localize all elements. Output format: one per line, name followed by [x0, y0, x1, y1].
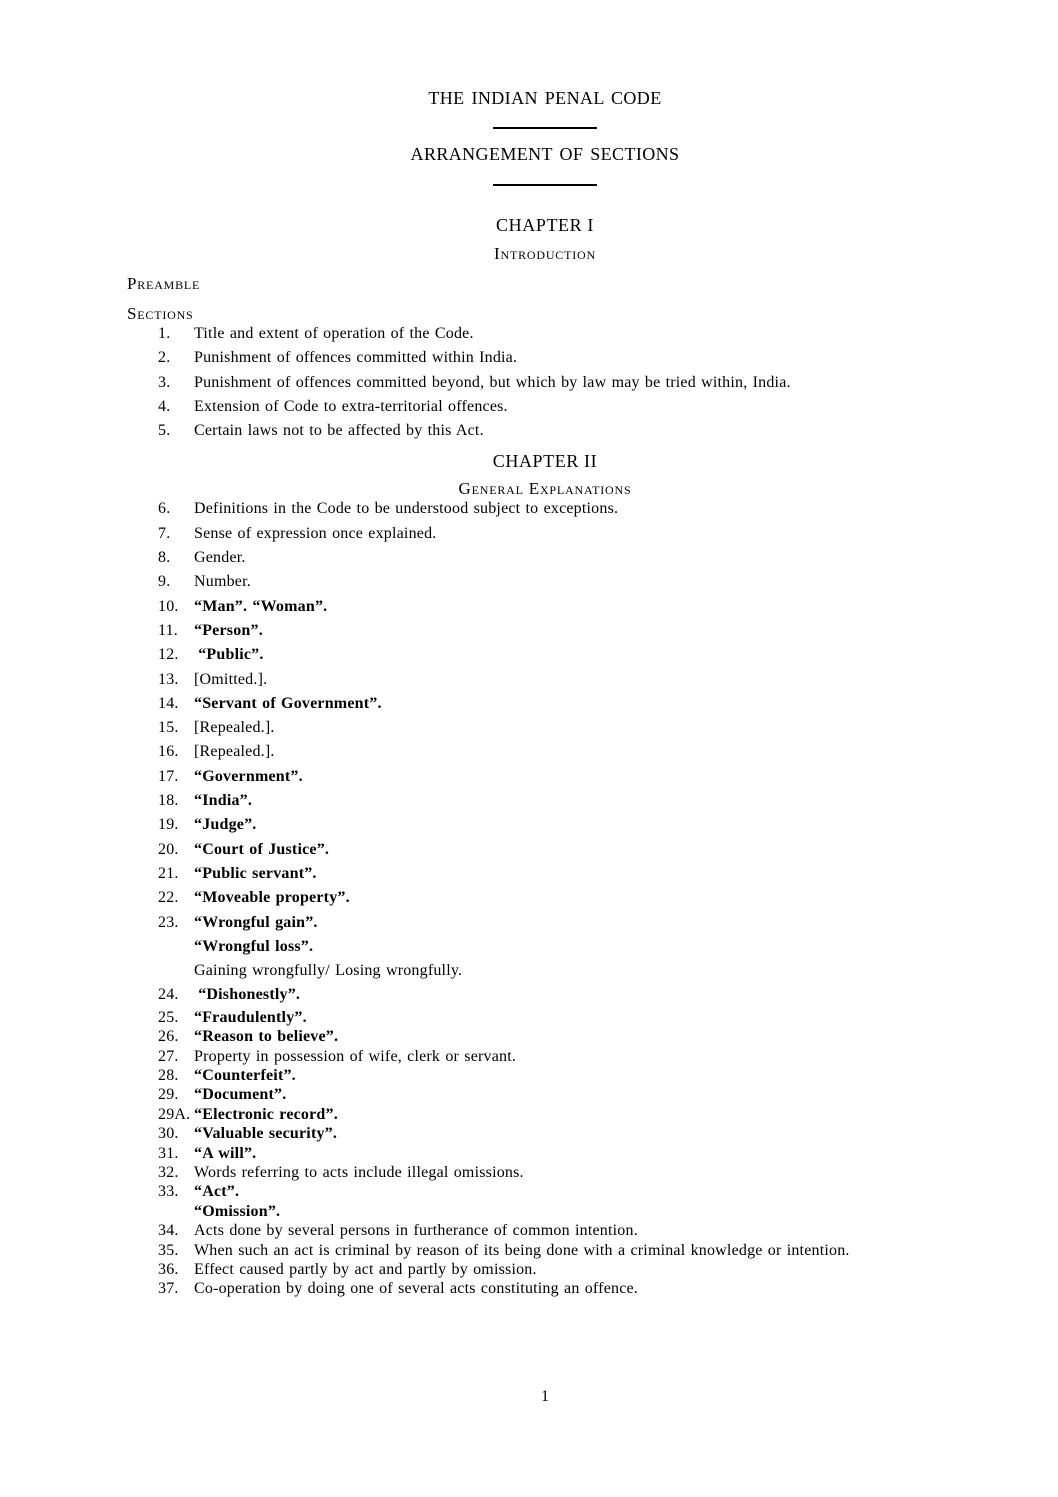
section-text: “Person”. [194, 621, 263, 639]
section-text: “Dishonestly”. [194, 986, 301, 1004]
section-item [0, 1027, 1058, 1046]
section-number: 14. [158, 694, 179, 712]
section-number: 4. [158, 397, 171, 415]
section-text: “Man”. “Woman”. [194, 597, 328, 615]
section-number: 24. [158, 986, 179, 1004]
section-item [0, 886, 1058, 910]
section-item [0, 1105, 1058, 1124]
section-number: 13. [158, 670, 179, 688]
section-item [0, 911, 1058, 935]
section-text: Co-operation by doing one of several acts constituting an offence. [194, 1280, 639, 1298]
section-number: 33. [158, 1183, 179, 1201]
section-item [0, 1047, 1058, 1066]
section-number: 17. [158, 767, 179, 785]
section-item [0, 716, 1058, 740]
section-number: 21. [158, 864, 179, 882]
section-number: 2. [158, 349, 171, 367]
section-text: [Repealed.]. [194, 719, 275, 737]
section-item [0, 983, 1058, 1007]
section-number: 18. [158, 792, 179, 810]
section-text: “Public servant”. [194, 864, 317, 882]
section-text: “Wrongful loss”. [194, 937, 314, 955]
section-number: 3. [158, 373, 171, 391]
section-text: Title and extent of operation of the Code. [194, 325, 474, 342]
section-item [0, 959, 1058, 983]
section-item [0, 595, 1058, 619]
section-text: “Court of Justice”. [194, 840, 330, 858]
section-text: “Judge”. [194, 816, 257, 834]
section-text: “Reason to believe”. [194, 1028, 339, 1046]
section-item [0, 570, 1058, 594]
section-item [0, 643, 1058, 667]
section-text: “Servant of Government”. [194, 694, 382, 712]
section-item [0, 1182, 1058, 1201]
section-text: Gender. [194, 549, 246, 567]
section-number: 36. [158, 1261, 179, 1278]
section-text: “Public”. [194, 646, 264, 664]
section-text: “Act”. [194, 1183, 240, 1201]
section-number: 20. [158, 840, 179, 858]
chapter-1-heading: CHAPTER I [496, 215, 594, 235]
section-text: “Omission”. [194, 1202, 281, 1220]
section-text: Sense of expression once explained. [194, 524, 437, 542]
section-text: “Moveable property”. [194, 889, 350, 907]
chapter-1-section-list [0, 322, 1058, 443]
section-item [0, 1260, 1058, 1279]
section-number: 23. [158, 913, 179, 931]
section-item [0, 1279, 1058, 1298]
section-item [0, 1202, 1058, 1221]
section-item [0, 668, 1058, 692]
section-item [0, 935, 1058, 959]
section-number: 16. [158, 743, 179, 761]
section-item [0, 346, 1058, 370]
section-number: 11. [158, 621, 179, 639]
section-number: 34. [158, 1222, 179, 1240]
section-number: 9. [158, 573, 171, 591]
section-item [0, 497, 1058, 521]
section-item [0, 419, 1058, 443]
section-number: 35. [158, 1241, 179, 1259]
document-subtitle: ARRANGEMENT OF SECTIONS [410, 144, 680, 164]
section-item [0, 692, 1058, 716]
section-number: 19. [158, 816, 179, 834]
section-text: Punishment of offences committed within India. [194, 349, 518, 367]
section-text: Certain laws not to be affected by this Act. [194, 422, 484, 440]
section-item [0, 765, 1058, 789]
section-number: 30. [158, 1125, 179, 1143]
section-number: 29A. [158, 1105, 191, 1123]
section-text: Gaining wrongfully/ Losing wrongfully. [194, 962, 463, 980]
section-text: “Counterfeit”. [194, 1066, 296, 1084]
section-number: 22. [158, 889, 179, 907]
section-number: 10. [158, 597, 179, 615]
page-number: 1 [541, 1388, 549, 1405]
section-item [0, 1085, 1058, 1104]
section-text: [Repealed.]. [194, 743, 275, 761]
divider-rule-top [493, 127, 597, 129]
section-item [0, 371, 1058, 395]
section-text: [Omitted.]. [194, 670, 268, 688]
section-number: 32. [158, 1163, 179, 1181]
sections-label: Sections [127, 304, 194, 323]
divider-rule-bottom [493, 184, 597, 186]
section-number: 12. [158, 646, 179, 664]
section-item [0, 1144, 1058, 1163]
section-item [0, 395, 1058, 419]
section-number: 15. [158, 719, 179, 737]
section-text: “Electronic record”. [194, 1105, 338, 1123]
section-item [0, 1066, 1058, 1085]
section-item [0, 838, 1058, 862]
section-text: “Government”. [194, 767, 303, 785]
section-text: “Valuable security”. [194, 1125, 338, 1143]
section-item [0, 522, 1058, 546]
section-item [0, 1163, 1058, 1182]
section-number: 8. [158, 549, 171, 567]
section-item [0, 813, 1058, 837]
section-text: “Wrongful gain”. [194, 913, 318, 931]
section-number: 37. [158, 1280, 179, 1298]
section-text: Punishment of offences committed beyond, but which by law may be tried within, India. [194, 373, 791, 391]
section-text: Acts done by several persons in furtherance of common intention. [194, 1222, 638, 1240]
section-text: “India”. [194, 792, 253, 810]
section-text: “A will”. [194, 1144, 257, 1162]
section-text: When such an act is criminal by reason of its being done with a criminal knowledge or intention. [194, 1241, 850, 1259]
section-item [0, 1008, 1058, 1027]
preamble-label: Preamble [127, 274, 201, 293]
section-text: Definitions in the Code to be understood subject to exceptions. [194, 500, 619, 518]
chapter-2-subheading: General Explanations [458, 479, 632, 499]
section-number: 6. [158, 500, 171, 518]
section-number: 1. [158, 325, 171, 342]
section-item [0, 740, 1058, 764]
section-number: 28. [158, 1066, 179, 1084]
section-item [0, 789, 1058, 813]
document-title: THE INDIAN PENAL CODE [428, 88, 662, 108]
section-item [0, 1241, 1058, 1260]
section-number: 26. [158, 1028, 179, 1046]
section-item [0, 322, 1058, 346]
section-item [0, 1221, 1058, 1240]
section-item [0, 546, 1058, 570]
chapter-1-subheading: Introduction [494, 244, 596, 263]
section-item [0, 619, 1058, 643]
section-item [0, 1124, 1058, 1143]
section-number: 25. [158, 1008, 179, 1026]
section-text: “Document”. [194, 1086, 287, 1104]
section-number: 5. [158, 422, 171, 440]
chapter-2-heading: CHAPTER II [492, 451, 598, 472]
section-number: 27. [158, 1047, 179, 1065]
section-number: 29. [158, 1086, 179, 1104]
section-number: 7. [158, 524, 171, 542]
section-number: 31. [158, 1144, 179, 1162]
section-text: Extension of Code to extra-territorial offences. [194, 397, 508, 415]
section-text: Property in possession of wife, clerk or servant. [194, 1047, 517, 1065]
section-text: Number. [194, 573, 251, 591]
section-text: Effect caused partly by act and partly by omission. [194, 1261, 537, 1278]
section-text: “Fraudulently”. [194, 1008, 307, 1026]
section-text: Words referring to acts include illegal omissions. [194, 1163, 524, 1181]
section-item [0, 862, 1058, 886]
chapter-2-section-list [0, 497, 1058, 1298]
